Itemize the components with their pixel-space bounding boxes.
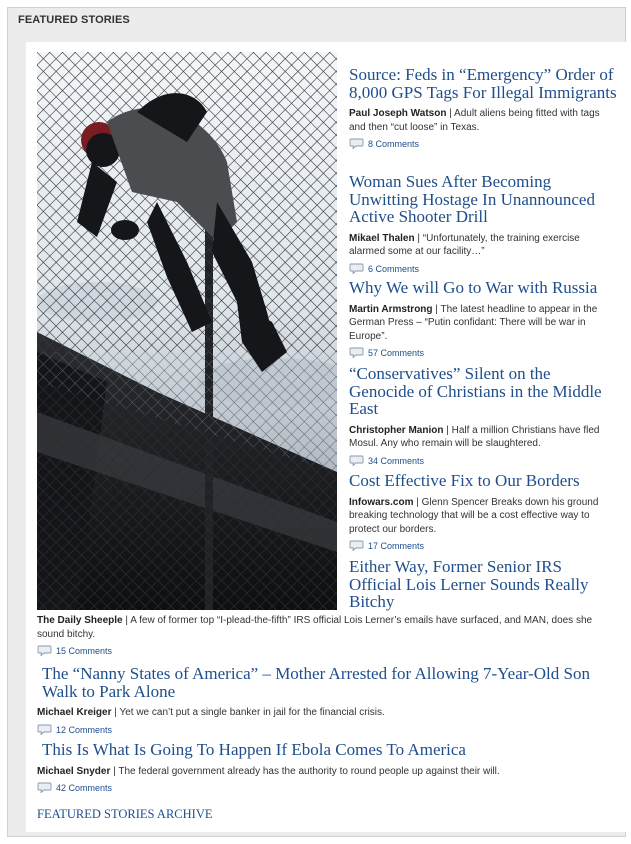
comments-count: 12 Comments bbox=[56, 724, 113, 735]
story-title-link[interactable]: Cost Effective Fix to Our Borders bbox=[349, 471, 580, 490]
story-excerpt: Michael Snyder | The federal government already has the authority to round people up against their will. bbox=[37, 765, 500, 777]
speech-bubble-icon bbox=[349, 455, 364, 466]
story-excerpt: Mikael Thalen | “Unfortunately, the training exercise alarmed some at our facility…” bbox=[349, 232, 580, 257]
comments-link[interactable] bbox=[349, 455, 617, 467]
story-excerpt-text: Glenn Spencer Breaks down his ground breaking technology that will be a cost effective way to protect our borders. bbox=[349, 496, 599, 535]
story-item bbox=[37, 665, 622, 736]
story-author: Michael Snyder bbox=[37, 765, 111, 777]
story-title-link[interactable]: This Is What Is Going To Happen If Ebola Comes To America bbox=[42, 740, 466, 759]
comments-count: 15 Comments bbox=[56, 646, 113, 656]
comments-count: 34 Comments bbox=[368, 455, 425, 466]
comments-link[interactable] bbox=[37, 782, 622, 794]
story-excerpt-text: A few of former top “I-plead-the-fifth” IRS official Lois Lerner’s emails have surfaced, and MAN, does she sound bitchy. bbox=[37, 615, 593, 640]
comments-count: 6 Comments bbox=[368, 263, 420, 274]
story-item bbox=[349, 279, 617, 359]
speech-bubble-icon bbox=[37, 782, 52, 793]
featured-stories-widget bbox=[7, 7, 626, 837]
story-title-link[interactable]: Why We will Go to War with Russia bbox=[349, 278, 598, 297]
story-item bbox=[349, 66, 617, 150]
story-author: Martin Armstrong bbox=[349, 303, 433, 315]
story-item bbox=[37, 614, 622, 657]
speech-bubble-icon bbox=[37, 645, 52, 656]
speech-bubble-icon bbox=[349, 347, 364, 358]
story-excerpt: Infowars.com | Glenn Spencer Breaks down his ground breaking technology that will be a cost effective way to protect our borders. bbox=[349, 496, 599, 535]
story-item bbox=[349, 173, 617, 275]
comments-link[interactable] bbox=[349, 138, 617, 150]
story-author: Michael Kreiger bbox=[37, 707, 112, 718]
comments-link[interactable] bbox=[349, 263, 617, 275]
comments-count: 57 Comments bbox=[368, 348, 425, 358]
story-excerpt-text: Yet we can’t put a single banker in jail for the financial crisis. bbox=[119, 707, 385, 718]
story-author: Mikael Thalen bbox=[349, 232, 415, 244]
story-excerpt: Paul Joseph Watson | Adult aliens being fitted with tags and then “cut loose” in Texas. bbox=[349, 108, 600, 133]
story-author: Infowars.com bbox=[349, 496, 414, 508]
comments-link[interactable] bbox=[37, 645, 622, 657]
story-title-link[interactable]: Woman Sues After Becoming Unwitting Hostage In Unannounced Active Shooter Drill bbox=[349, 172, 595, 226]
feature-photo-border-fence[interactable] bbox=[37, 52, 337, 610]
story-item bbox=[349, 472, 617, 552]
story-title-link[interactable]: “Conservatives” Silent on the Genocide of Christians in the Middle East bbox=[349, 364, 602, 418]
comments-count: 17 Comments bbox=[368, 541, 425, 551]
featured-stories-archive-link[interactable]: FEATURED STORIES ARCHIVE bbox=[37, 807, 213, 821]
story-excerpt: Christopher Manion | Half a million Christians have fled Mosul. Any who remain will be slaughtered. bbox=[349, 424, 600, 449]
comments-count: 8 Comments bbox=[368, 139, 420, 149]
story-item bbox=[37, 741, 622, 794]
story-excerpt-text: The federal government already has the authority to round people up against their will. bbox=[118, 765, 500, 777]
comments-link[interactable] bbox=[349, 540, 617, 552]
story-excerpt-text: The latest headline to appear in the German Press – “Putin confidant: There will be war in Europe”. bbox=[349, 303, 598, 342]
story-title-link[interactable]: The “Nanny States of America” – Mother Arrested for Allowing 7-Year-Old Son Walk to Park Alone bbox=[42, 664, 590, 701]
story-excerpt-text: “Unfortunately, the training exercise alarmed some at our facility…” bbox=[349, 232, 580, 257]
featured-stories-content bbox=[26, 42, 626, 832]
story-title-link[interactable]: Source: Feds in “Emergency” Order of 8,000 GPS Tags For Illegal Immigrants bbox=[349, 65, 617, 102]
story-excerpt-text: Half a million Christians have fled Mosul. Any who remain will be slaughtered. bbox=[349, 424, 600, 449]
comments-count: 42 Comments bbox=[56, 783, 113, 793]
story-author: The Daily Sheeple bbox=[37, 615, 123, 626]
story-title-block bbox=[349, 558, 617, 611]
story-excerpt-text: Adult aliens being fitted with tags and then “cut loose” in Texas. bbox=[349, 108, 600, 133]
story-author: Christopher Manion bbox=[349, 424, 444, 436]
speech-bubble-icon bbox=[349, 138, 364, 149]
story-excerpt: Michael Kreiger | Yet we can’t put a single banker in jail for the financial crisis. bbox=[37, 707, 385, 718]
story-excerpt: The Daily Sheeple | A few of former top “I-plead-the-fifth” IRS official Lois Lerner’s emails have surfaced, and MAN, does she sound bitchy. bbox=[37, 615, 593, 640]
speech-bubble-icon bbox=[349, 540, 364, 551]
story-excerpt: Martin Armstrong | The latest headline to appear in the German Press – “Putin confidant: There will be war in Europe”. bbox=[349, 303, 598, 342]
speech-bubble-icon bbox=[349, 263, 364, 274]
widget-title: FEATURED STORIES bbox=[18, 14, 130, 26]
story-author: Paul Joseph Watson bbox=[349, 108, 447, 119]
speech-bubble-icon bbox=[37, 724, 52, 735]
story-title-link[interactable]: Either Way, Former Senior IRS Official Lois Lerner Sounds Really Bitchy bbox=[349, 557, 589, 611]
comments-link[interactable] bbox=[37, 724, 622, 736]
story-item bbox=[349, 365, 617, 467]
comments-link[interactable] bbox=[349, 347, 617, 359]
